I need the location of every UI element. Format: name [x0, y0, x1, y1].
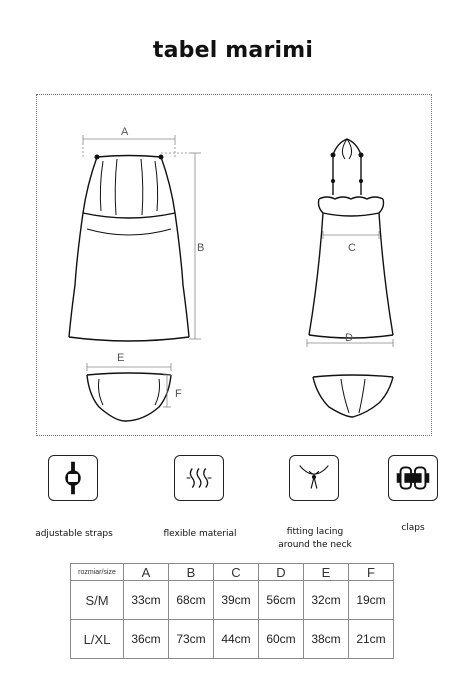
dim-label-f: F — [175, 388, 182, 400]
dim-label-d: D — [345, 332, 353, 344]
size-cell: 44cm — [214, 620, 259, 659]
back-brief-drawing — [313, 375, 393, 417]
dim-label-a: A — [121, 126, 129, 138]
feature-label-claps: claps — [401, 523, 425, 533]
feature-label-line-2: around the neck — [278, 540, 352, 550]
size-cell: 32cm — [304, 581, 349, 620]
size-cell: 38cm — [304, 620, 349, 659]
table-row — [71, 581, 394, 620]
dim-label-e: E — [117, 352, 125, 364]
size-row-label: L/XL — [71, 620, 124, 659]
clasp-icon — [388, 455, 438, 501]
size-cell: 39cm — [214, 581, 259, 620]
size-col-b: B — [169, 564, 214, 581]
size-cell: 60cm — [259, 620, 304, 659]
size-cell: 36cm — [124, 620, 169, 659]
dim-label-c: C — [348, 242, 356, 254]
feature-label-flexible-material: flexible material — [163, 529, 237, 539]
size-table-header-row — [71, 564, 394, 581]
size-cell: 56cm — [259, 581, 304, 620]
size-col-f: F — [349, 564, 394, 581]
front-brief-drawing — [87, 373, 171, 421]
size-col-c: C — [214, 564, 259, 581]
feature-label-line-1: fitting lacing — [286, 527, 344, 537]
size-col-e: E — [304, 564, 349, 581]
size-col-d: D — [259, 564, 304, 581]
dim-label-b: B — [197, 242, 205, 254]
size-cell: 21cm — [349, 620, 394, 659]
table-row — [71, 620, 394, 659]
feature-label-fitting-lacing — [262, 526, 368, 552]
stretch-waves-icon — [174, 455, 224, 501]
garment-diagram — [36, 94, 432, 436]
size-cell: 73cm — [169, 620, 214, 659]
size-cell: 68cm — [169, 581, 214, 620]
size-table — [70, 563, 394, 659]
size-table-corner-cell: rozmiar/size — [71, 564, 124, 581]
feature-label-adjustable-straps: adjustable straps — [35, 529, 113, 539]
neck-lacing-icon — [289, 455, 339, 501]
dimension-lines-brief — [87, 363, 171, 407]
size-cell: 19cm — [349, 581, 394, 620]
size-row-label: S/M — [71, 581, 124, 620]
page-title: tabel marimi — [152, 38, 314, 63]
size-col-a: A — [124, 564, 169, 581]
strap-buckle-icon — [48, 455, 98, 501]
back-dress-drawing — [309, 139, 393, 338]
size-cell: 33cm — [124, 581, 169, 620]
front-dress-drawing — [69, 155, 189, 341]
